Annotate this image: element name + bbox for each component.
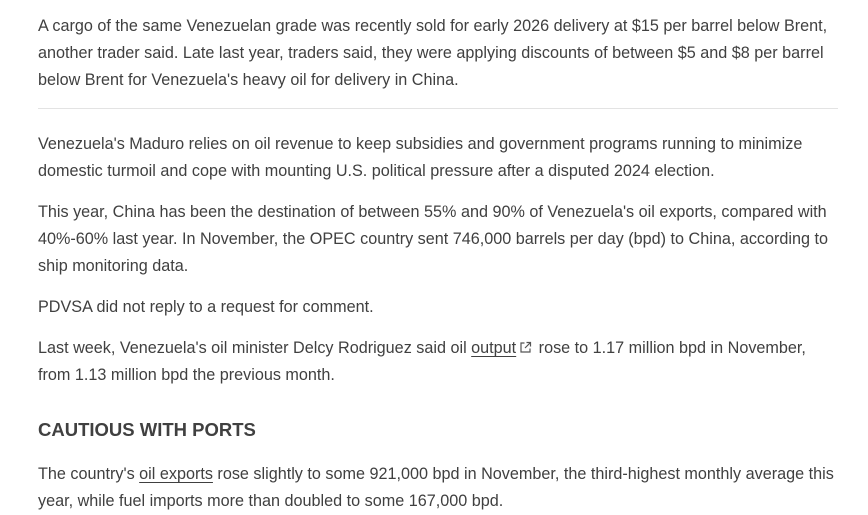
paragraph-maduro-revenue: Venezuela's Maduro relies on oil revenue to keep subsidies and government programs running to minimize domestic turmoil and cope with mounting U.S. political pressure after a disputed 2024 election. (38, 135, 803, 180)
paragraph-divider (38, 108, 838, 109)
spacer (38, 280, 868, 294)
paragraph-cargo-discount: A cargo of the same Venezuelan grade was recently sold for early 2026 delivery at $15 per barrel below Brent, another trader said. Late last year, traders said, they were applying discounts of between $5 and $8 per barrel below Brent for Venezuela's heavy oil for delivery in China. (38, 17, 828, 89)
spacer (38, 185, 868, 199)
paragraph-text: Last week, Venezuela's oil minister Delcy Rodriguez said oil (38, 339, 472, 357)
paragraph-oil-output (38, 335, 838, 389)
spacer (38, 389, 868, 416)
paragraph-oil-exports (38, 461, 838, 515)
spacer (38, 443, 868, 461)
section-heading: CAUTIOUS WITH PORTS (38, 419, 256, 440)
external-link-icon[interactable] (519, 341, 532, 354)
paragraph-china-destination: This year, China has been the destination of between 55% and 90% of Venezuela's oil exports, compared with 40%-60% last year. In November, the OPEC country sent 746,000 barrels per day (bpd) to China, according to ship monitoring data. (38, 203, 829, 275)
paragraph-text: rose to 1.17 million bpd in November, from 1.13 million bpd the previous month. (38, 339, 806, 384)
paragraph-text: The country's (38, 465, 140, 483)
output-link[interactable]: output (471, 339, 517, 357)
spacer (38, 321, 868, 335)
paragraph-pdvsa-comment: PDVSA did not reply to a request for comment. (38, 298, 374, 316)
oil-exports-link[interactable]: oil exports (139, 465, 213, 483)
paragraph-text: rose slightly to some 921,000 bpd in November, the third-highest monthly average this year, while fuel imports more than doubled to some 167,000 bpd. (38, 465, 834, 510)
